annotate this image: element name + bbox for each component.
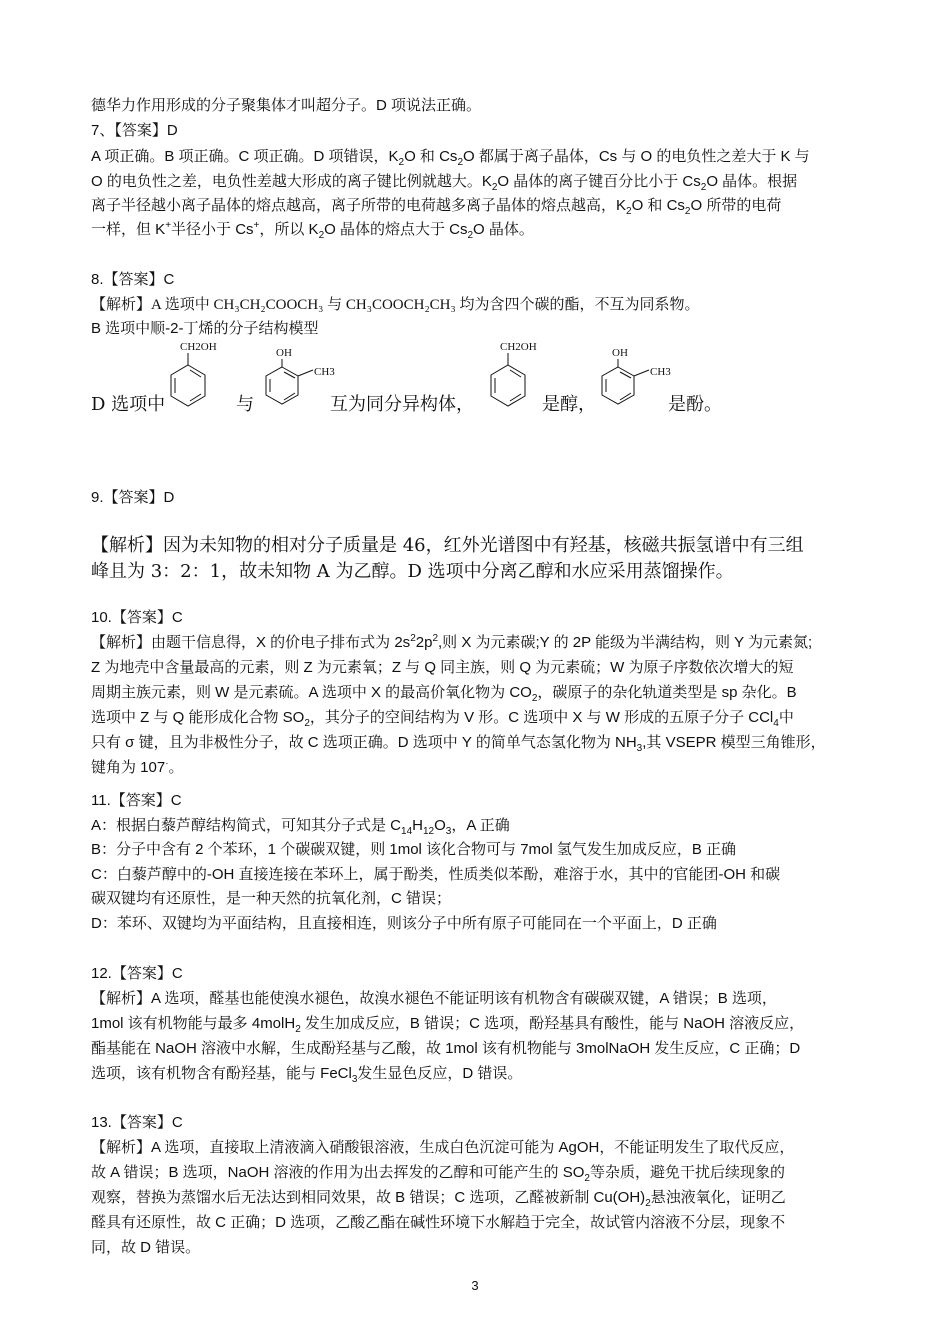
text-line: 1mol 该有机物能与最多 4molH$_2$ 发生加成反应，B 错误；C 选项，酚羟基具有酸性，能与 NaOH 溶液反应， — [91, 1015, 805, 1035]
ch2oh-label: CH2OH — [500, 341, 537, 353]
text-line: B：分子中含有 2 个苯环，1 个碳碳双键，则 1mol 该化合物可与 7mol 氢气发生加成反应，B 正确 — [91, 841, 737, 858]
oh-label: OH — [276, 347, 292, 359]
answer-heading: 8.【答案】C — [91, 271, 175, 288]
answer-heading: 9.【答案】D — [91, 489, 175, 506]
text-line: 只有 σ 键，且为非极性分子，故 C 选项正确。D 选项中 Y 的简单气态氢化物为 $NH_3$,其 VSEPR 模型三角锥形， — [91, 734, 826, 754]
answer-heading: 10.【答案】C — [91, 609, 183, 626]
oh-label: OH — [612, 347, 628, 359]
text-line: B 选项中顺-2-丁烯的分子结构模型 — [91, 320, 319, 337]
text-line: 峰且为 3：2：1，故未知物 A 为乙醇。D 选项中分离乙醇和水应采用蒸馏操作。 — [91, 561, 734, 582]
text-isomer: 互为同分异构体， — [330, 394, 474, 415]
text-line: C：白藜芦醇中的-OH 直接连接在苯环上，属于酚类，性质类似苯酚，难溶于水，其中的官能团-OH 和碳 — [91, 866, 781, 883]
text-line: 故 A 错误；B 选项，NaOH 溶液的作用为出去挥发的乙醇和可能产生的 $SO_2$等杂质，避免干扰后续现象的 — [91, 1164, 785, 1184]
text-line: 【解析】因为未知物的相对分子质量是 46，红外光谱图中有羟基，核磁共振氢谱中有三组 — [91, 535, 804, 556]
text-line: 周期主族元素，则 W 是元素硫。A 选项中 X 的最高价氧化物为 $CO_2$，碳原子的杂化轨道类型是 sp 杂化。B — [91, 684, 797, 704]
text-line: 德华力作用形成的分子聚集体才叫超分子。D 项说法正确。 — [91, 97, 482, 114]
text-phenol: 是酚。 — [668, 394, 722, 415]
ch3-label: CH3 — [314, 366, 335, 378]
text-line: 【解析】A 选项，直接取上清液滴入硝酸银溶液，生成白色沉淀可能为 AgOH，不能证明发生了取代反应， — [91, 1139, 795, 1156]
text-line-option-d: D 选项中 — [91, 394, 166, 415]
text-line: D：苯环、双键均为平面结构，且直接相连，则该分子中所有原子可能同在一个平面上，D 正确 — [91, 915, 717, 932]
text-line: A：根据白藜芦醇结构简式，可知其分子式是 $C_{14}H_{12}O_3$，A 正确 — [91, 817, 510, 837]
answer-heading: 13.【答案】C — [91, 1114, 183, 1131]
text-line: 同，故 D 错误。 — [91, 1239, 201, 1256]
o-cresol-structure — [258, 345, 338, 417]
text-line: 键角为 107·。 — [91, 758, 184, 776]
text-line: 选项，该有机物含有酚羟基，能与 FeCl$_3$发生显色反应，D 错误。 — [91, 1065, 523, 1085]
benzyl-alcohol-structure — [160, 338, 226, 418]
text-and: 与 — [236, 394, 254, 415]
text-line: 观察，替换为蒸馏水后无法达到相同效果，故 B 错误；C 选项，乙醛被新制 $Cu(OH)_2$悬浊液氧化，证明乙 — [91, 1189, 786, 1209]
text-line: 【解析】由题干信息得，X 的价电子排布式为 $2s^22p^2$,则 X 为元素碳;Y 的 2P 能级为半满结构，则 Y 为元素氮; — [91, 633, 813, 651]
answer-heading: 11.【答案】C — [91, 792, 182, 809]
text-line: 【解析】A 选项，醛基也能使溴水褪色，故溴水褪色不能证明该有机物含有碳碳双键，A 错误；B 选项， — [91, 990, 777, 1007]
answer-heading: 7、【答案】D — [91, 122, 178, 139]
answer-heading: 12.【答案】C — [91, 965, 183, 982]
ch2oh-label: CH2OH — [180, 341, 217, 353]
text-line: 【解析】A 选项中 CH₃CH₂COOCH₃ 与 CH₃COOCH₂CH₃ 均为含四个碳的酯，不互为同系物。 — [91, 297, 700, 313]
text-line: 酯基能在 NaOH 溶液中水解，生成酚羟基与乙酸，故 1mol 该有机物能与 3molNaOH 发生反应，C 正确；D — [91, 1040, 801, 1057]
text-line: O 的电负性之差，电负性差越大形成的离子键比例就越大。$K_2O$ 晶体的离子键百分比小于 $Cs_2O$ 晶体。根据 — [91, 173, 798, 193]
text-line: 一样，但 K+半径小于 Cs+，所以 $K_2O$ 晶体的熔点大于 $Cs_2O$ 晶体。 — [91, 220, 534, 241]
text-alcohol: 是醇， — [542, 394, 596, 415]
text-line: 醛具有还原性，故 C 正确；D 选项，乙酸乙酯在碱性环境下水解趋于完全，故试管内溶液不分层，现象不 — [91, 1214, 786, 1231]
text-line: 碳双键均有还原性，是一种天然的抗氧化剂，C 错误； — [91, 890, 452, 907]
text-line: 离子半径越小离子晶体的熔点越高，离子所带的电荷越多离子晶体的熔点越高，$K_2O$ 和 $Cs_2O$ 所带的电荷 — [91, 197, 782, 217]
text-line: Z 为地壳中含量最高的元素，则 Z 为元素氧；Z 与 Q 同主族，则 Q 为元素硫；W 为原子序数依次增大的短 — [91, 659, 794, 676]
ch3-label: CH3 — [650, 366, 671, 378]
page-number: 3 — [471, 1278, 479, 1293]
benzyl-alcohol-structure — [480, 338, 546, 418]
o-cresol-structure — [594, 345, 674, 417]
text-line: 选项中 Z 与 Q 能形成化合物 $SO_2$，其分子的空间结构为 V 形。C 选项中 X 与 W 形成的五原子分子 CCl$_4$中 — [91, 709, 794, 729]
text-line: A 项正确。B 项正确。C 项正确。D 项错误，$K_2O$ 和 $Cs_2O$ 都属于离子晶体，Cs 与 O 的电负性之差大于 K 与 — [91, 148, 810, 168]
